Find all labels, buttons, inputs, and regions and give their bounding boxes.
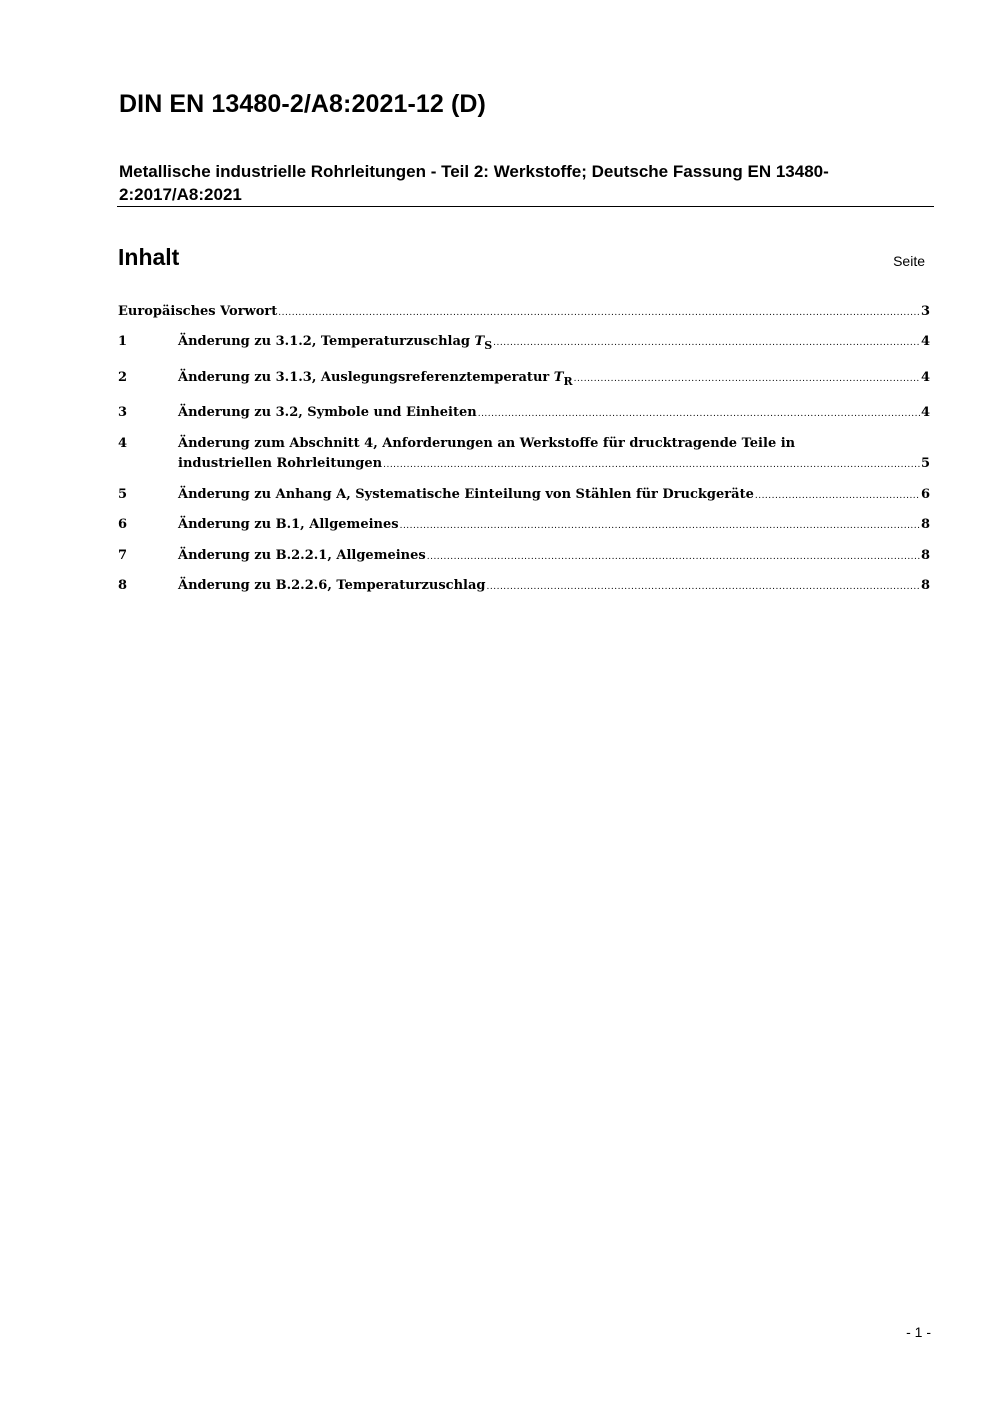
toc-entry-text: Änderung zu B.1, Allgemeines <box>178 517 399 532</box>
page-number: - 1 - <box>906 1324 931 1340</box>
title-divider <box>117 206 934 207</box>
toc-entry-page: 5 <box>920 456 930 471</box>
toc-leader-dots <box>478 404 920 424</box>
toc-leader-dots <box>574 369 920 389</box>
toc-entry-text: Änderung zu Anhang A, Systematische Einteilung von Stählen für Druckgeräte <box>178 487 754 502</box>
toc-leader-dots <box>493 333 920 353</box>
symbol-ts: $T_S$ <box>474 334 493 352</box>
toc-entry-page: 4 <box>920 370 930 385</box>
document-subtitle: Metallische industrielle Rohrleitungen - Teil 2: Werkstoffe; Deutsche Fassung EN 13480-2:2017/A8:2021 <box>119 162 829 204</box>
toc-entry-number: 5 <box>118 487 128 502</box>
toc-leader-dots <box>427 547 920 567</box>
toc-entry-page: 8 <box>920 517 930 532</box>
toc-heading: Inhalt <box>118 244 180 270</box>
toc-entry-page: 6 <box>920 487 930 502</box>
toc-entry-page: 4 <box>920 334 930 349</box>
toc-entry-text: Europäisches Vorwort <box>118 304 278 319</box>
toc-entry-text: Änderung zu 3.1.2, Temperaturzuschlag $T_S$ <box>178 334 493 352</box>
document-title: DIN EN 13480-2/A8:2021-12 (D) <box>119 90 486 118</box>
toc-entry-page: 8 <box>920 548 930 563</box>
toc-entry-text-line1: Änderung zum Abschnitt 4, Anforderungen an Werkstoffe für drucktragende Teile in <box>178 436 796 451</box>
toc-entry-number: 1 <box>118 334 128 349</box>
toc-page-column-label: Seite <box>893 253 925 269</box>
toc-entry-text-line2: industriellen Rohrleitungen <box>178 456 383 471</box>
toc-entry-page: 8 <box>920 578 930 593</box>
toc-entry-text: Änderung zu 3.1.3, Auslegungsreferenztemperatur $T_R$ <box>178 370 573 388</box>
toc-entry-page: 3 <box>920 304 930 319</box>
toc-leader-dots <box>278 303 920 323</box>
toc-entry-text: Änderung zu B.2.2.1, Allgemeines <box>178 548 426 563</box>
toc-entry-number: 2 <box>118 370 128 385</box>
toc-entry-text: Änderung zu B.2.2.6, Temperaturzuschlag <box>178 578 486 593</box>
toc-leader-dots <box>383 455 920 475</box>
symbol-tr: $T_R$ <box>553 370 573 388</box>
toc-entry-text: Änderung zu 3.2, Symbole und Einheiten <box>178 405 477 420</box>
toc-leader-dots <box>400 516 920 536</box>
toc-leader-dots <box>755 486 920 506</box>
toc-entry-number: 6 <box>118 517 128 532</box>
toc-leader-dots <box>487 577 920 597</box>
toc-entry-page: 4 <box>920 405 930 420</box>
toc-entry-number: 8 <box>118 578 128 593</box>
toc-entry-number: 4 <box>118 436 128 451</box>
toc-entry-number: 7 <box>118 548 128 563</box>
toc-entry-number: 3 <box>118 405 128 420</box>
